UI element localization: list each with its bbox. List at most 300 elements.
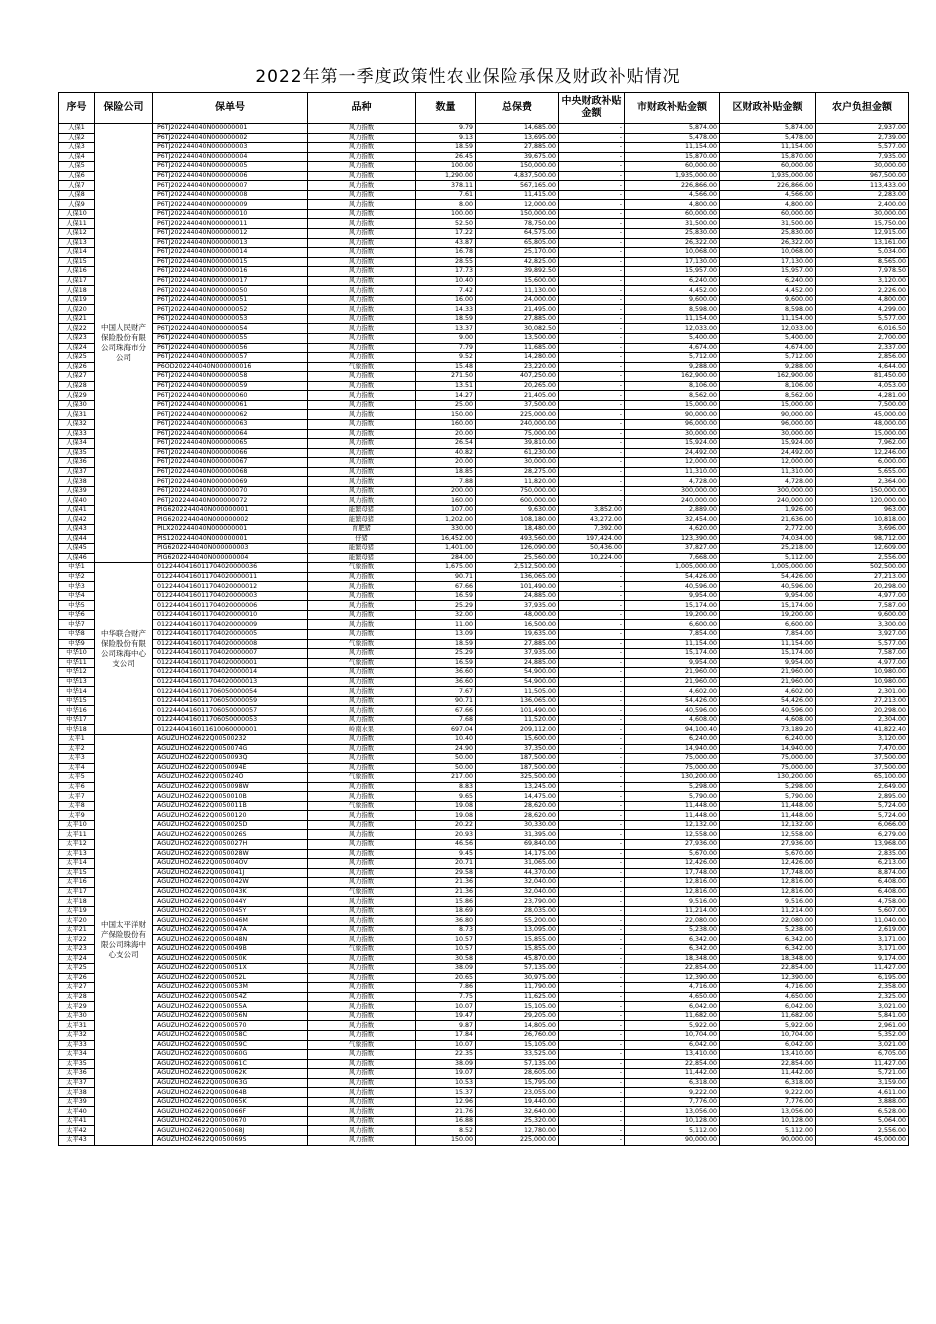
variety-cell: 风力指数 <box>308 1116 416 1126</box>
farmer-burden-cell: 2,961.00 <box>816 1021 909 1031</box>
quantity-cell: 20.93 <box>416 830 476 840</box>
seq-cell: 太平21 <box>59 925 95 935</box>
total-premium-cell: 11,130.00 <box>476 286 559 296</box>
city-subsidy-cell: 30,000.00 <box>625 429 720 439</box>
variety-cell: 风力指数 <box>308 830 416 840</box>
policy-no-cell: AGUZUHOZ4622Q00500120 <box>153 811 308 821</box>
policy-no-cell: AGUZUHOZ4622Q0050056N <box>153 1011 308 1021</box>
seq-cell: 太平24 <box>59 954 95 964</box>
district-subsidy-cell: 5,478.00 <box>720 133 816 143</box>
district-subsidy-cell: 6,042.00 <box>720 1002 816 1012</box>
variety-cell: 风力指数 <box>308 1107 416 1117</box>
variety-cell: 气象指数 <box>308 362 416 372</box>
policy-no-cell: P6TJ202244040N000000014 <box>153 248 308 258</box>
quantity-cell: 19.07 <box>416 1069 476 1079</box>
variety-cell: 风力指数 <box>308 706 416 716</box>
quantity-cell: 12.96 <box>416 1097 476 1107</box>
policy-no-cell: 0122440416011704020000012 <box>153 582 308 592</box>
city-subsidy-cell: 6,042.00 <box>625 1040 720 1050</box>
table-row <box>59 477 909 487</box>
city-subsidy-cell: 6,240.00 <box>625 735 720 745</box>
policy-no-cell: 0122440416011704020000010 <box>153 610 308 620</box>
district-subsidy-cell: 130,200.00 <box>720 773 816 783</box>
city-subsidy-cell: 7,668.00 <box>625 553 720 563</box>
total-premium-cell: 101,490.00 <box>476 582 559 592</box>
seq-cell: 中华7 <box>59 620 95 630</box>
variety-cell: 气象指数 <box>308 773 416 783</box>
variety-cell: 气象指数 <box>308 563 416 573</box>
seq-cell: 人保20 <box>59 305 95 315</box>
quantity-cell: 14.33 <box>416 305 476 315</box>
policy-no-cell: AGUZUHOZ4622Q0050063G <box>153 1078 308 1088</box>
farmer-burden-cell: 20,298.00 <box>816 706 909 716</box>
header-city-subsidy: 市财政补贴金额 <box>625 93 720 124</box>
variety-cell: 风力指数 <box>308 1050 416 1060</box>
central-subsidy-cell: - <box>559 897 625 907</box>
variety-cell: 气象指数 <box>308 887 416 897</box>
total-premium-cell: 29,205.00 <box>476 1011 559 1021</box>
table-row <box>59 1078 909 1088</box>
policy-no-cell: P6TJ202244040N000000010 <box>153 209 308 219</box>
variety-cell: 风力指数 <box>308 954 416 964</box>
table-row <box>59 324 909 334</box>
seq-cell: 太平33 <box>59 1040 95 1050</box>
total-premium-cell: 20,265.00 <box>476 381 559 391</box>
farmer-burden-cell: 10,818.00 <box>816 515 909 525</box>
table-row <box>59 725 909 735</box>
seq-cell: 人保5 <box>59 162 95 172</box>
table-row <box>59 257 909 267</box>
quantity-cell: 10.57 <box>416 945 476 955</box>
quantity-cell: 36.80 <box>416 916 476 926</box>
table-row <box>59 715 909 725</box>
policy-no-cell: P6TJ202244040N000000052 <box>153 305 308 315</box>
total-premium-cell: 14,280.00 <box>476 353 559 363</box>
seq-cell: 人保35 <box>59 448 95 458</box>
policy-no-cell: 0122440416011706050000057 <box>153 706 308 716</box>
seq-cell: 太平26 <box>59 973 95 983</box>
central-subsidy-cell: - <box>559 782 625 792</box>
farmer-burden-cell: 502,500.00 <box>816 563 909 573</box>
policy-no-cell: 0122440416011610060000001 <box>153 725 308 735</box>
district-subsidy-cell: 90,000.00 <box>720 1135 816 1145</box>
seq-cell: 人保40 <box>59 496 95 506</box>
farmer-burden-cell: 4,299.00 <box>816 305 909 315</box>
central-subsidy-cell: - <box>559 725 625 735</box>
central-subsidy-cell: - <box>559 563 625 573</box>
quantity-cell: 284.00 <box>416 553 476 563</box>
table-row <box>59 601 909 611</box>
total-premium-cell: 37,350.00 <box>476 744 559 754</box>
policy-no-cell: AGUZUHOZ4622Q0050060G <box>153 1050 308 1060</box>
quantity-cell: 10.40 <box>416 735 476 745</box>
table-row <box>59 563 909 573</box>
total-premium-cell: 225,000.00 <box>476 410 559 420</box>
policy-no-cell: AGUZUHOZ4622Q0050042W <box>153 878 308 888</box>
quantity-cell: 1,401.00 <box>416 544 476 554</box>
quantity-cell: 90.71 <box>416 696 476 706</box>
quantity-cell: 10.07 <box>416 1002 476 1012</box>
seq-cell: 太平25 <box>59 964 95 974</box>
seq-cell: 人保10 <box>59 209 95 219</box>
farmer-burden-cell: 3,696.00 <box>816 524 909 534</box>
farmer-burden-cell: 5,352.00 <box>816 1030 909 1040</box>
district-subsidy-cell: 5,238.00 <box>720 925 816 935</box>
variety-cell: 风力指数 <box>308 620 416 630</box>
policy-no-cell: P6TJ202244040N000000053 <box>153 314 308 324</box>
central-subsidy-cell: - <box>559 754 625 764</box>
district-subsidy-cell: 10,068.00 <box>720 248 816 258</box>
table-row <box>59 801 909 811</box>
variety-cell: 能繁母猪 <box>308 553 416 563</box>
central-subsidy-cell: - <box>559 1040 625 1050</box>
farmer-burden-cell: 5,064.00 <box>816 1116 909 1126</box>
policy-no-cell: AGUZUHOZ4622Q0050062K <box>153 1069 308 1079</box>
district-subsidy-cell: 12,426.00 <box>720 859 816 869</box>
policy-no-cell: AGUZUHOZ4622Q0050051X <box>153 964 308 974</box>
table-row <box>59 1030 909 1040</box>
city-subsidy-cell: 10,068.00 <box>625 248 720 258</box>
central-subsidy-cell: - <box>559 219 625 229</box>
seq-cell: 人保38 <box>59 477 95 487</box>
variety-cell: 风力指数 <box>308 1059 416 1069</box>
seq-cell: 太平16 <box>59 878 95 888</box>
quantity-cell: 30.58 <box>416 954 476 964</box>
farmer-burden-cell: 6,408.00 <box>816 887 909 897</box>
district-subsidy-cell: 26,322.00 <box>720 238 816 248</box>
total-premium-cell: 31,395.00 <box>476 830 559 840</box>
quantity-cell: 18.59 <box>416 143 476 153</box>
variety-cell: 风力指数 <box>308 610 416 620</box>
policy-no-cell: 0122440416011706050000059 <box>153 696 308 706</box>
farmer-burden-cell: 2,649.00 <box>816 782 909 792</box>
table-row <box>59 954 909 964</box>
seq-cell: 中华2 <box>59 572 95 582</box>
table-row <box>59 486 909 496</box>
central-subsidy-cell: - <box>559 1135 625 1145</box>
table-row <box>59 410 909 420</box>
district-subsidy-cell: 11,214.00 <box>720 906 816 916</box>
central-subsidy-cell: - <box>559 935 625 945</box>
city-subsidy-cell: 1,935,000.00 <box>625 171 720 181</box>
farmer-burden-cell: 15,750.00 <box>816 219 909 229</box>
total-premium-cell: 18,480.00 <box>476 524 559 534</box>
total-premium-cell: 136,065.00 <box>476 572 559 582</box>
seq-cell: 人保1 <box>59 124 95 134</box>
table-row <box>59 1069 909 1079</box>
city-subsidy-cell: 4,452.00 <box>625 286 720 296</box>
farmer-burden-cell: 3,021.00 <box>816 1002 909 1012</box>
total-premium-cell: 126,090.00 <box>476 544 559 554</box>
seq-cell: 太平15 <box>59 868 95 878</box>
total-premium-cell: 21,405.00 <box>476 391 559 401</box>
central-subsidy-cell: - <box>559 868 625 878</box>
policy-no-cell: P6TJ202244040N000000050 <box>153 286 308 296</box>
central-subsidy-cell: - <box>559 629 625 639</box>
policy-no-cell: 0122440416011704020000011 <box>153 572 308 582</box>
quantity-cell: 9.87 <box>416 1021 476 1031</box>
farmer-burden-cell: 4,758.00 <box>816 897 909 907</box>
quantity-cell: 7.67 <box>416 687 476 697</box>
quantity-cell: 271.50 <box>416 372 476 382</box>
quantity-cell: 9.52 <box>416 353 476 363</box>
central-subsidy-cell: - <box>559 706 625 716</box>
city-subsidy-cell: 90,000.00 <box>625 410 720 420</box>
table-row <box>59 267 909 277</box>
total-premium-cell: 23,055.00 <box>476 1088 559 1098</box>
variety-cell: 风力指数 <box>308 1126 416 1136</box>
farmer-burden-cell: 8,565.00 <box>816 257 909 267</box>
district-subsidy-cell: 14,940.00 <box>720 744 816 754</box>
central-subsidy-cell: - <box>559 209 625 219</box>
district-subsidy-cell: 300,000.00 <box>720 486 816 496</box>
central-subsidy-cell: - <box>559 467 625 477</box>
farmer-burden-cell: 4,977.00 <box>816 591 909 601</box>
table-row <box>59 935 909 945</box>
policy-no-cell: 0122440416011704020000036 <box>153 563 308 573</box>
district-subsidy-cell: 240,000.00 <box>720 496 816 506</box>
table-row <box>59 209 909 219</box>
district-subsidy-cell: 5,790.00 <box>720 792 816 802</box>
total-premium-cell: 11,415.00 <box>476 190 559 200</box>
policy-no-cell: P6TJ202244040N000000058 <box>153 372 308 382</box>
district-subsidy-cell: 4,608.00 <box>720 715 816 725</box>
farmer-burden-cell: 4,644.00 <box>816 362 909 372</box>
total-premium-cell: 19,635.00 <box>476 629 559 639</box>
total-premium-cell: 11,820.00 <box>476 477 559 487</box>
table-row <box>59 439 909 449</box>
farmer-burden-cell: 3,300.00 <box>816 620 909 630</box>
total-premium-cell: 24,000.00 <box>476 295 559 305</box>
farmer-burden-cell: 12,609.00 <box>816 544 909 554</box>
variety-cell: 风力指数 <box>308 448 416 458</box>
policy-no-cell: AGUZUHOZ4622Q0050043K <box>153 887 308 897</box>
seq-cell: 太平36 <box>59 1069 95 1079</box>
seq-cell: 太平38 <box>59 1088 95 1098</box>
district-subsidy-cell: 17,748.00 <box>720 868 816 878</box>
district-subsidy-cell: 54,426.00 <box>720 572 816 582</box>
table-row <box>59 152 909 162</box>
seq-cell: 人保4 <box>59 152 95 162</box>
farmer-burden-cell: 11,427.00 <box>816 1059 909 1069</box>
table-row <box>59 983 909 993</box>
district-subsidy-cell: 25,830.00 <box>720 229 816 239</box>
city-subsidy-cell: 4,674.00 <box>625 343 720 353</box>
table-row <box>59 314 909 324</box>
district-subsidy-cell: 4,716.00 <box>720 983 816 993</box>
city-subsidy-cell: 17,748.00 <box>625 868 720 878</box>
variety-cell: 风力指数 <box>308 410 416 420</box>
quantity-cell: 1,675.00 <box>416 563 476 573</box>
farmer-burden-cell: 20,298.00 <box>816 582 909 592</box>
seq-cell: 人保25 <box>59 353 95 363</box>
city-subsidy-cell: 15,000.00 <box>625 400 720 410</box>
quantity-cell: 25.00 <box>416 400 476 410</box>
city-subsidy-cell: 15,924.00 <box>625 439 720 449</box>
seq-cell: 中华15 <box>59 696 95 706</box>
city-subsidy-cell: 240,000.00 <box>625 496 720 506</box>
quantity-cell: 18.59 <box>416 639 476 649</box>
variety-cell: 风力指数 <box>308 1088 416 1098</box>
policy-no-cell: AGUZUHOZ4622Q00500570 <box>153 1021 308 1031</box>
quantity-cell: 13.51 <box>416 381 476 391</box>
farmer-burden-cell: 6,066.00 <box>816 820 909 830</box>
seq-cell: 人保21 <box>59 314 95 324</box>
table-row <box>59 171 909 181</box>
seq-cell: 太平27 <box>59 983 95 993</box>
policy-no-cell: P6TJ202244040N000000008 <box>153 190 308 200</box>
variety-cell: 风力指数 <box>308 782 416 792</box>
central-subsidy-cell: - <box>559 1088 625 1098</box>
variety-cell: 风力指数 <box>308 209 416 219</box>
city-subsidy-cell: 12,000.00 <box>625 458 720 468</box>
policy-no-cell: 0122440416011704020000001 <box>153 658 308 668</box>
total-premium-cell: 136,065.00 <box>476 696 559 706</box>
city-subsidy-cell: 96,000.00 <box>625 419 720 429</box>
farmer-burden-cell: 45,000.00 <box>816 410 909 420</box>
variety-cell: 风力指数 <box>308 983 416 993</box>
table-row <box>59 1040 909 1050</box>
central-subsidy-cell: - <box>559 1097 625 1107</box>
central-subsidy-cell: 3,852.00 <box>559 505 625 515</box>
central-subsidy-cell: - <box>559 620 625 630</box>
quantity-cell: 67.66 <box>416 706 476 716</box>
quantity-cell: 1,290.00 <box>416 171 476 181</box>
total-premium-cell: 57,135.00 <box>476 964 559 974</box>
total-premium-cell: 209,112.00 <box>476 725 559 735</box>
quantity-cell: 15.86 <box>416 897 476 907</box>
district-subsidy-cell: 1,935,000.00 <box>720 171 816 181</box>
seq-cell: 太平7 <box>59 792 95 802</box>
quantity-cell: 160.00 <box>416 496 476 506</box>
total-premium-cell: 4,837,500.00 <box>476 171 559 181</box>
quantity-cell: 21.36 <box>416 878 476 888</box>
farmer-burden-cell: 963.00 <box>816 505 909 515</box>
seq-cell: 中华16 <box>59 706 95 716</box>
seq-cell: 太平8 <box>59 801 95 811</box>
farmer-burden-cell: 5,577.00 <box>816 143 909 153</box>
district-subsidy-cell: 15,174.00 <box>720 649 816 659</box>
central-subsidy-cell: - <box>559 458 625 468</box>
city-subsidy-cell: 4,728.00 <box>625 477 720 487</box>
central-subsidy-cell: - <box>559 840 625 850</box>
variety-cell: 风力指数 <box>308 1030 416 1040</box>
table-row <box>59 906 909 916</box>
district-subsidy-cell: 4,674.00 <box>720 343 816 353</box>
farmer-burden-cell: 9,174.00 <box>816 954 909 964</box>
farmer-burden-cell: 6,195.00 <box>816 973 909 983</box>
district-subsidy-cell: 8,598.00 <box>720 305 816 315</box>
district-subsidy-cell: 5,400.00 <box>720 334 816 344</box>
variety-cell: 风力指数 <box>308 1069 416 1079</box>
central-subsidy-cell: - <box>559 572 625 582</box>
seq-cell: 太平6 <box>59 782 95 792</box>
seq-cell: 人保26 <box>59 362 95 372</box>
policy-no-cell: P6TJ202244040N000000061 <box>153 400 308 410</box>
quantity-cell: 100.00 <box>416 209 476 219</box>
quantity-cell: 29.58 <box>416 868 476 878</box>
farmer-burden-cell: 2,301.00 <box>816 687 909 697</box>
variety-cell: 风力指数 <box>308 200 416 210</box>
district-subsidy-cell: 15,000.00 <box>720 400 816 410</box>
farmer-burden-cell: 10,980.00 <box>816 668 909 678</box>
policy-no-cell: AGUZUHOZ4622Q0050058C <box>153 1030 308 1040</box>
city-subsidy-cell: 8,598.00 <box>625 305 720 315</box>
district-subsidy-cell: 9,288.00 <box>720 362 816 372</box>
quantity-cell: 378.11 <box>416 181 476 191</box>
central-subsidy-cell: - <box>559 1107 625 1117</box>
policy-no-cell: PIG6202244040N000000004 <box>153 553 308 563</box>
seq-cell: 人保13 <box>59 238 95 248</box>
district-subsidy-cell: 60,000.00 <box>720 162 816 172</box>
district-subsidy-cell: 9,954.00 <box>720 591 816 601</box>
table-row <box>59 754 909 764</box>
table-row <box>59 143 909 153</box>
city-subsidy-cell: 25,830.00 <box>625 229 720 239</box>
central-subsidy-cell: - <box>559 1059 625 1069</box>
seq-cell: 太平14 <box>59 859 95 869</box>
table-row <box>59 1126 909 1136</box>
variety-cell: 风力指数 <box>308 248 416 258</box>
central-subsidy-cell: - <box>559 171 625 181</box>
central-subsidy-cell: - <box>559 477 625 487</box>
city-subsidy-cell: 8,562.00 <box>625 391 720 401</box>
total-premium-cell: 23,790.00 <box>476 897 559 907</box>
policy-no-cell: P6TJ202244040N000000015 <box>153 257 308 267</box>
quantity-cell: 330.00 <box>416 524 476 534</box>
city-subsidy-cell: 40,596.00 <box>625 582 720 592</box>
quantity-cell: 9.79 <box>416 124 476 134</box>
total-premium-cell: 16,500.00 <box>476 620 559 630</box>
policy-no-cell: P6OD202244040N000000016 <box>153 362 308 372</box>
district-subsidy-cell: 5,712.00 <box>720 353 816 363</box>
variety-cell: 风力指数 <box>308 286 416 296</box>
variety-cell: 风力指数 <box>308 458 416 468</box>
quantity-cell: 7.79 <box>416 343 476 353</box>
seq-cell: 中华13 <box>59 677 95 687</box>
seq-cell: 中华5 <box>59 601 95 611</box>
total-premium-cell: 11,625.00 <box>476 992 559 1002</box>
quantity-cell: 20.00 <box>416 458 476 468</box>
table-row <box>59 868 909 878</box>
farmer-burden-cell: 4,611.00 <box>816 1088 909 1098</box>
table-row <box>59 219 909 229</box>
seq-cell: 太平42 <box>59 1126 95 1136</box>
seq-cell: 人保28 <box>59 381 95 391</box>
farmer-burden-cell: 11,040.00 <box>816 916 909 926</box>
seq-cell: 太平39 <box>59 1097 95 1107</box>
quantity-cell: 16,452.00 <box>416 534 476 544</box>
city-subsidy-cell: 10,128.00 <box>625 1116 720 1126</box>
district-subsidy-cell: 7,854.00 <box>720 629 816 639</box>
policy-no-cell: AGUZUHOZ4622Q0050052L <box>153 973 308 983</box>
variety-cell: 风力指数 <box>308 314 416 324</box>
quantity-cell: 21.36 <box>416 887 476 897</box>
quantity-cell: 90.71 <box>416 572 476 582</box>
central-subsidy-cell: - <box>559 792 625 802</box>
table-row <box>59 744 909 754</box>
district-subsidy-cell: 22,854.00 <box>720 1059 816 1069</box>
quantity-cell: 107.00 <box>416 505 476 515</box>
total-premium-cell: 32,640.00 <box>476 1107 559 1117</box>
city-subsidy-cell: 9,954.00 <box>625 658 720 668</box>
farmer-burden-cell: 3,927.00 <box>816 629 909 639</box>
quantity-cell: 50.00 <box>416 763 476 773</box>
table-row <box>59 162 909 172</box>
policy-no-cell: P6TJ202244040N000000068 <box>153 467 308 477</box>
policy-no-cell: AGUZUHOZ4622Q0050069S <box>153 1135 308 1145</box>
district-subsidy-cell: 4,650.00 <box>720 992 816 1002</box>
